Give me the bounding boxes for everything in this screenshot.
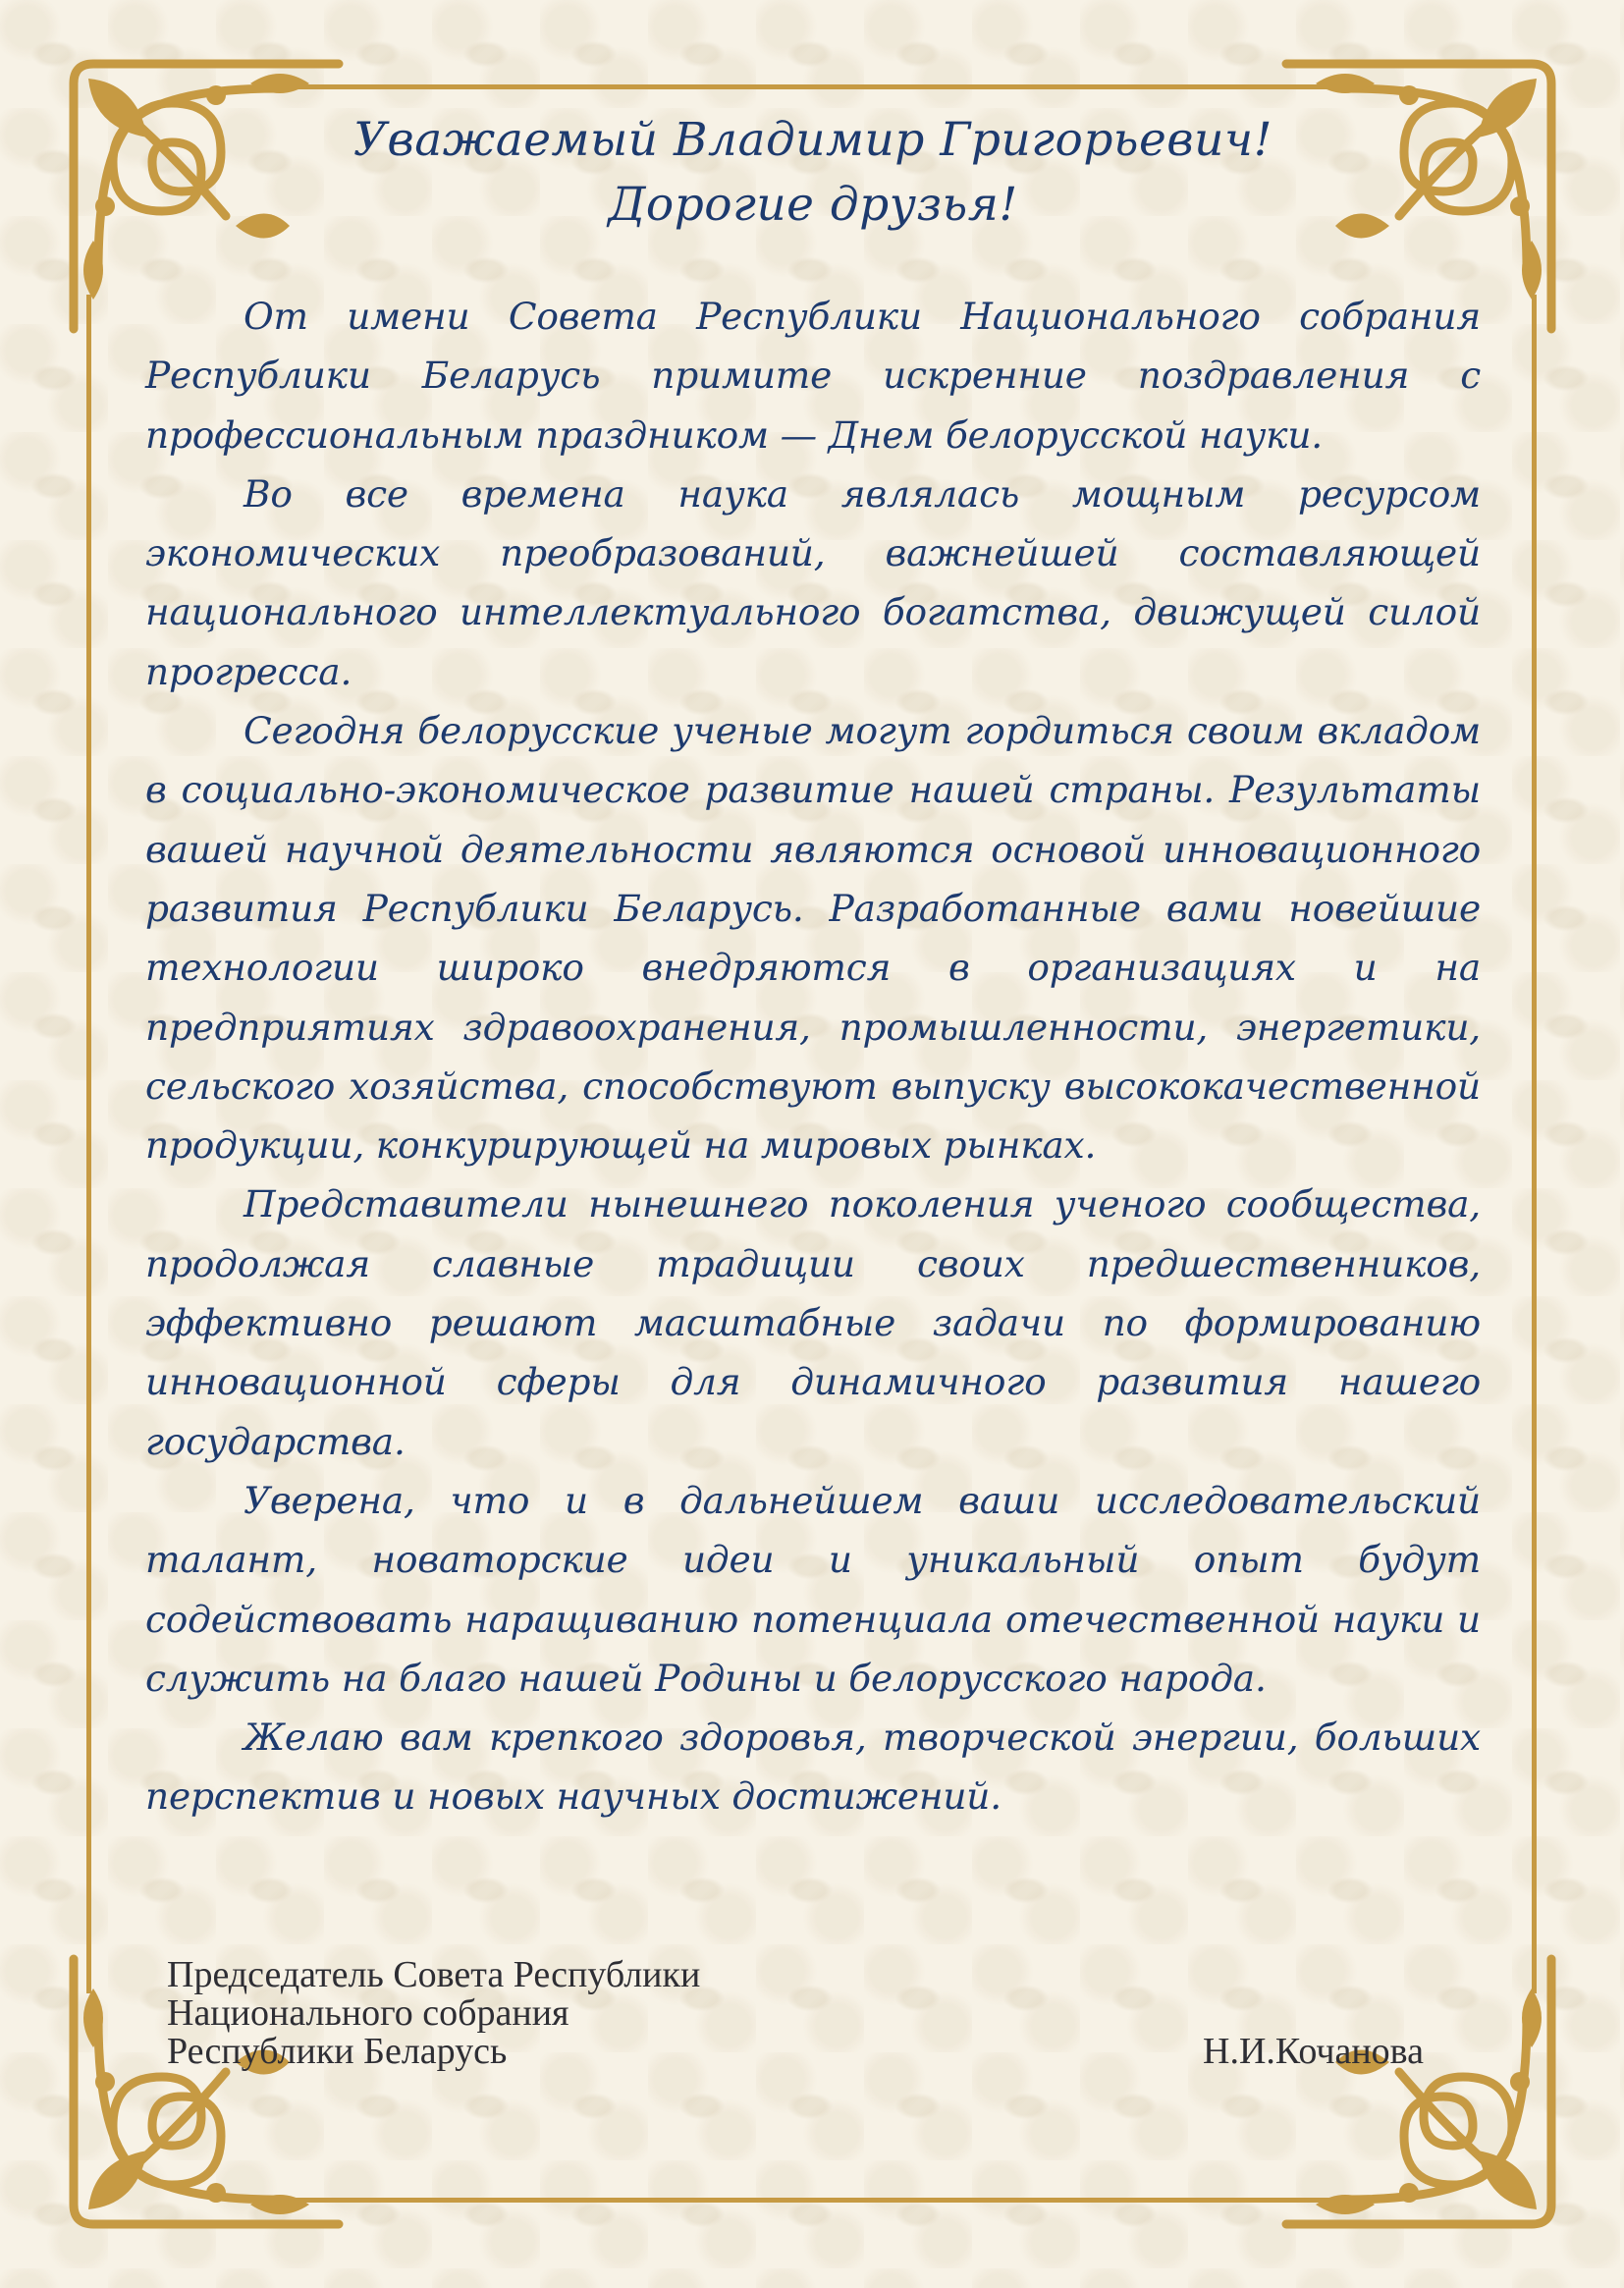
greeting: [145, 108, 1481, 238]
signature-name: Н.И.Кочанова: [1203, 2031, 1424, 2072]
signature-title-line-1: Председатель Совета Республики: [167, 1954, 701, 1995]
signature-title-line-3: Республики Беларусь: [167, 2031, 508, 2072]
greeting-line-1: Уважаемый Владимир Григорьевич!: [352, 113, 1273, 167]
frame-right-line: [1532, 295, 1537, 1993]
letter: [145, 108, 1481, 1826]
frame-top-line: [295, 84, 1329, 89]
signature-block: [167, 1956, 1424, 2071]
paragraph: Желаю вам крепкого здоровья, творческой энергии, больших перспектив и новых научных достижений.: [145, 1716, 1481, 1819]
paragraph: Во все времена наука являлась мощным ресурсом экономических преобразований, важнейшей составляющей национального интеллектуального богатства, движущей силой прогресса.: [145, 471, 1481, 693]
frame-left-line: [86, 295, 91, 1993]
letter-body: [145, 287, 1481, 1826]
paragraph: Представители нынешнего поколения ученого сообщества, продолжая славные традиции своих предшественников, эффективно решают масштабные задачи по формированию инновационной сферы для динамичного развития нашего государства.: [145, 1182, 1481, 1463]
paragraph: От имени Совета Республики Национального собрания Республики Беларусь примите искренние поздравления с профессиональным праздником — Днем белорусской науки.: [145, 295, 1481, 457]
paragraph: Уверена, что и в дальнейшем ваши исследовательский талант, новаторские идеи и уникальный опыт будут содействовать наращиванию потенциала отечественной науки и служить на благо нашей Родины и белорусского народа.: [145, 1478, 1481, 1700]
frame-bottom-line: [295, 2198, 1329, 2203]
paragraph: Сегодня белорусские ученые могут гордиться своим вкладом в социально-экономическое развитие нашей страны. Результаты вашей научной деятельности являются основой инновационного развития Республики Беларусь. Разработанные вами новейшие технологии широко внедряются в организациях и на предприятиях здравоохранения, промышленности, энергетики, сельского хозяйства, способствуют выпуску высококачественной продукции, конкурирующей на мировых рынках.: [145, 709, 1481, 1168]
signature-title-line-2: Национального собрания: [167, 1992, 569, 2034]
greeting-line-2: Дорогие друзья!: [608, 178, 1018, 232]
